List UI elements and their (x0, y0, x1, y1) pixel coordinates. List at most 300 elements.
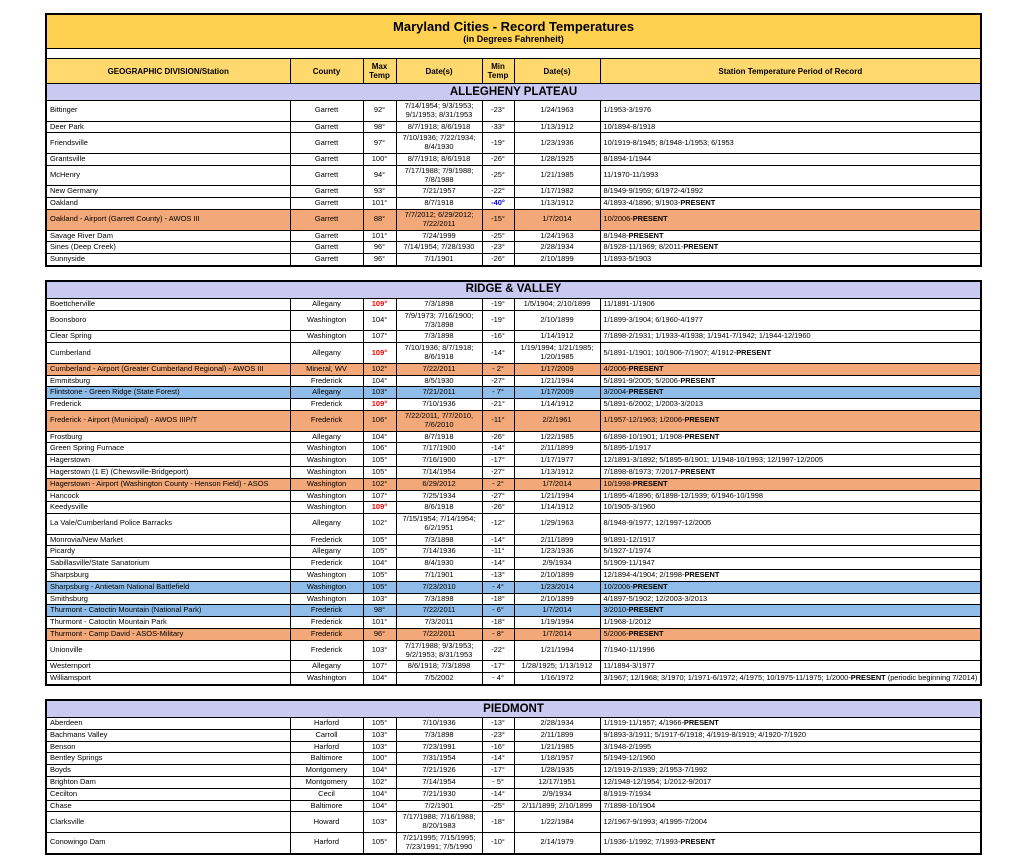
county-cell: Washington (290, 490, 363, 502)
station-cell: Hagerstown (46, 455, 290, 467)
min-dates-cell: 1/7/2014 (514, 478, 600, 490)
max-dates-cell: 7/3/1898 (396, 593, 482, 605)
county-cell: Carroll (290, 729, 363, 741)
max-dates-cell: 8/6/1918; 7/3/1898 (396, 661, 482, 673)
station-cell: Hagerstown (1 E) (Chewsville-Bridgeport) (46, 466, 290, 478)
county-cell: Allegany (290, 546, 363, 558)
min-temp-cell: -14° (482, 788, 514, 800)
min-temp-cell: - 2° (482, 363, 514, 375)
county-cell: Washington (290, 570, 363, 582)
min-temp-cell: -27° (482, 466, 514, 478)
max-temp-cell: 102° (363, 363, 396, 375)
period-cell: 5/1949-12/1960 (600, 753, 981, 765)
min-dates-cell: 1/7/2014 (514, 629, 600, 641)
county-cell: Frederick (290, 410, 363, 431)
period-cell: 1/1893-5/1903 (600, 254, 981, 266)
county-cell: Frederick (290, 605, 363, 617)
period-cell: 1/1919-11/1957; 4/1966-PRESENT (600, 718, 981, 730)
table-row (46, 812, 981, 833)
county-cell: Allegany (290, 387, 363, 399)
min-temp-cell: - 7° (482, 387, 514, 399)
max-dates-cell: 8/5/1930 (396, 375, 482, 387)
period-cell: 10/2006-PRESENT (600, 581, 981, 593)
max-temp-cell: 104° (363, 788, 396, 800)
max-temp-cell: 109° (363, 502, 396, 514)
max-temp-cell: 93° (363, 186, 396, 198)
min-temp-cell: - 5° (482, 777, 514, 789)
period-cell: 10/1894-8/1918 (600, 121, 981, 133)
county-cell: Garrett (290, 101, 363, 122)
county-cell: Allegany (290, 298, 363, 310)
period-cell: 5/1895-1/1917 (600, 443, 981, 455)
min-dates-cell: 2/11/1899 (514, 443, 600, 455)
min-dates-cell: 1/29/1963 (514, 514, 600, 535)
period-cell: 10/2006-PRESENT (600, 209, 981, 230)
max-dates-cell: 7/14/1936 (396, 546, 482, 558)
station-cell: New Germany (46, 186, 290, 198)
max-dates-cell: 7/10/1936 (396, 399, 482, 411)
max-dates-cell: 7/2/1901 (396, 800, 482, 812)
period-cell: 1/1895-4/1896; 6/1898-12/1939; 6/1946-10/1998 (600, 490, 981, 502)
period-cell: 8/1949-9/1959; 6/1972-4/1992 (600, 186, 981, 198)
min-temp-cell: -14° (482, 753, 514, 765)
piedmont-table (45, 699, 982, 855)
max-temp-cell: 104° (363, 800, 396, 812)
min-temp-cell: -23° (482, 729, 514, 741)
max-temp-cell: 105° (363, 546, 396, 558)
min-dates-cell: 1/21/1994 (514, 490, 600, 502)
max-dates-cell: 7/10/1936; 7/22/1934; 8/4/1930 (396, 133, 482, 154)
station-cell: Thurmont - Camp David - ASOS-Military (46, 629, 290, 641)
table-row (46, 431, 981, 443)
station-cell: Clear Spring (46, 331, 290, 343)
min-dates-cell: 1/21/1994 (514, 640, 600, 661)
county-cell: Mineral, WV (290, 363, 363, 375)
min-temp-cell: -25° (482, 230, 514, 242)
station-cell: Boyds (46, 765, 290, 777)
table-row (46, 661, 981, 673)
period-cell: 5/1927-1/1974 (600, 546, 981, 558)
min-dates-cell: 1/5/1904; 2/10/1899 (514, 298, 600, 310)
period-cell: 4/2006-PRESENT (600, 363, 981, 375)
title-block (46, 14, 981, 49)
max-temp-cell: 104° (363, 673, 396, 685)
table-row (46, 534, 981, 546)
county-cell: Garrett (290, 254, 363, 266)
max-temp-cell: 109° (363, 399, 396, 411)
max-temp-cell: 96° (363, 254, 396, 266)
max-temp-cell: 107° (363, 490, 396, 502)
period-cell: 10/1905-3/1960 (600, 502, 981, 514)
county-cell: Montgomery (290, 765, 363, 777)
county-cell: Harford (290, 741, 363, 753)
min-dates-cell: 1/13/1912 (514, 466, 600, 478)
min-dates-cell: 1/14/1912 (514, 399, 600, 411)
min-temp-cell: -23° (482, 242, 514, 254)
period-cell: 10/1919-8/1945; 8/1948-1/1953; 6/1953 (600, 133, 981, 154)
allegheny-plateau-table (45, 13, 982, 267)
min-temp-cell: -25° (482, 800, 514, 812)
table-row (46, 640, 981, 661)
max-temp-cell: 102° (363, 478, 396, 490)
county-cell: Montgomery (290, 777, 363, 789)
max-dates-cell: 7/17/1900 (396, 443, 482, 455)
max-temp-cell: 107° (363, 331, 396, 343)
table-row (46, 570, 981, 582)
station-cell: Green Spring Furnace (46, 443, 290, 455)
table-row (46, 254, 981, 266)
min-temp-cell: -14° (482, 534, 514, 546)
max-temp-cell: 106° (363, 443, 396, 455)
max-temp-cell: 100° (363, 153, 396, 165)
period-cell: 5/2006-PRESENT (600, 629, 981, 641)
max-dates-cell: 7/14/1954; 9/3/1953; 9/1/1953; 8/31/1953 (396, 101, 482, 122)
min-temp-cell: -13° (482, 570, 514, 582)
max-dates-cell: 7/15/1954; 7/14/1954; 6/2/1951 (396, 514, 482, 535)
station-cell: Chase (46, 800, 290, 812)
max-temp-cell: 105° (363, 534, 396, 546)
station-cell: Unionville (46, 640, 290, 661)
station-cell: Cumberland - Airport (Greater Cumberland Regional) - AWOS III (46, 363, 290, 375)
min-temp-cell: -15° (482, 209, 514, 230)
county-cell: Allegany (290, 514, 363, 535)
period-cell: 5/1891-6/2002; 1/2003-3/2013 (600, 399, 981, 411)
min-temp-cell: -27° (482, 375, 514, 387)
station-cell: Westernport (46, 661, 290, 673)
min-dates-cell: 2/10/1899 (514, 570, 600, 582)
max-dates-cell: 7/14/1954 (396, 777, 482, 789)
station-cell: Boettcherville (46, 298, 290, 310)
period-cell: 4/1893-4/1896; 9/1903-PRESENT (600, 198, 981, 210)
min-dates-cell: 2/11/1899 (514, 729, 600, 741)
max-dates-cell: 7/14/1954; 7/28/1930 (396, 242, 482, 254)
table-row (46, 558, 981, 570)
max-temp-cell: 103° (363, 741, 396, 753)
period-cell: 12/1919-2/1939; 2/1953-7/1992 (600, 765, 981, 777)
min-temp-cell: -25° (482, 165, 514, 186)
station-cell: Frostburg (46, 431, 290, 443)
station-cell: Williamsport (46, 673, 290, 685)
min-temp-cell: -23° (482, 101, 514, 122)
max-dates-cell: 7/24/1999 (396, 230, 482, 242)
max-dates-cell: 7/3/2011 (396, 617, 482, 629)
min-dates-cell: 2/28/1934 (514, 718, 600, 730)
period-cell: 3/2004-PRESENT (600, 387, 981, 399)
table-row (46, 833, 981, 854)
table-row (46, 765, 981, 777)
max-dates-cell: 7/14/1954 (396, 466, 482, 478)
min-dates-cell: 1/17/2009 (514, 363, 600, 375)
min-temp-cell: -16° (482, 331, 514, 343)
county-cell: Baltimore (290, 753, 363, 765)
max-dates-cell: 7/1/1901 (396, 570, 482, 582)
max-temp-cell: 105° (363, 570, 396, 582)
max-dates-cell: 7/9/1973; 7/16/1900; 7/3/1898 (396, 310, 482, 331)
period-cell: 11/1891-1/1906 (600, 298, 981, 310)
table-row (46, 101, 981, 122)
table-row (46, 514, 981, 535)
table-row (46, 800, 981, 812)
period-cell: 1/1968-1/2012 (600, 617, 981, 629)
max-dates-cell: 7/22/2011 (396, 629, 482, 641)
period-cell: 1/1936-1/1992; 7/1993-PRESENT (600, 833, 981, 854)
station-cell: Grantsville (46, 153, 290, 165)
station-cell: Cecilton (46, 788, 290, 800)
max-dates-cell: 7/21/2011 (396, 387, 482, 399)
min-temp-cell: -18° (482, 812, 514, 833)
table-row (46, 443, 981, 455)
max-dates-cell: 7/17/1988; 7/16/1988; 8/20/1983 (396, 812, 482, 833)
min-temp-cell: -13° (482, 718, 514, 730)
table-row (46, 399, 981, 411)
min-dates-cell: 1/19/1994; 1/21/1985; 1/20/1985 (514, 343, 600, 364)
period-cell: 1/1953-3/1976 (600, 101, 981, 122)
spacer-row (46, 49, 981, 59)
station-cell: La Vale/Cumberland Police Barracks (46, 514, 290, 535)
col-header-county: County (290, 59, 363, 84)
period-cell: 3/1967; 12/1968; 3/1970; 1/1971-6/1972; 4/1975; 10/1975-11/1975; 1/2000-PRESENT (periodic beginning 7/2014) (600, 673, 981, 685)
county-cell: Frederick (290, 375, 363, 387)
station-cell: Oakland - Airport (Garrett County) - AWOS III (46, 209, 290, 230)
county-cell: Washington (290, 502, 363, 514)
period-cell: 8/1894-1/1944 (600, 153, 981, 165)
min-dates-cell: 1/7/2014 (514, 209, 600, 230)
min-dates-cell: 1/28/1925; 1/13/1912 (514, 661, 600, 673)
max-temp-cell: 100° (363, 753, 396, 765)
max-temp-cell: 103° (363, 593, 396, 605)
county-cell: Frederick (290, 558, 363, 570)
section-header-piedmont: PIEDMONT (46, 700, 981, 718)
station-cell: Thurmont - Catoctin Mountain Park (46, 617, 290, 629)
max-dates-cell: 8/6/1918 (396, 502, 482, 514)
max-temp-cell: 102° (363, 777, 396, 789)
station-cell: Sines (Deep Creek) (46, 242, 290, 254)
county-cell: Frederick (290, 617, 363, 629)
county-cell: Frederick (290, 640, 363, 661)
max-temp-cell: 104° (363, 765, 396, 777)
period-cell: 5/1891-1/1901; 10/1906-7/1907; 4/1912-PRESENT (600, 343, 981, 364)
col-header-max-dates: Date(s) (396, 59, 482, 84)
min-temp-cell: -11° (482, 410, 514, 431)
station-cell: Conowingo Dam (46, 833, 290, 854)
table-row (46, 230, 981, 242)
period-cell: 8/1948-9/1977; 12/1997-12/2005 (600, 514, 981, 535)
table-row (46, 502, 981, 514)
min-temp-cell: - 6° (482, 605, 514, 617)
table-row (46, 153, 981, 165)
min-dates-cell: 2/10/1899 (514, 310, 600, 331)
table-row (46, 490, 981, 502)
table-row (46, 186, 981, 198)
page-title: Maryland Cities - Record Temperatures (393, 19, 635, 34)
county-cell: Frederick (290, 399, 363, 411)
period-cell: 12/1894-4/1904; 2/1998-PRESENT (600, 570, 981, 582)
period-cell: 1/1957-12/1963; 1/2006-PRESENT (600, 410, 981, 431)
min-dates-cell: 2/2/1961 (514, 410, 600, 431)
max-dates-cell: 7/10/1936 (396, 718, 482, 730)
col-header-min-temp: Min Temp (482, 59, 514, 84)
table-row (46, 387, 981, 399)
min-dates-cell: 1/23/1936 (514, 133, 600, 154)
min-temp-cell: -26° (482, 431, 514, 443)
min-dates-cell: 1/22/1984 (514, 812, 600, 833)
county-cell: Garrett (290, 230, 363, 242)
min-temp-cell: -17° (482, 765, 514, 777)
table-row (46, 673, 981, 685)
max-temp-cell: 105° (363, 833, 396, 854)
county-cell: Harford (290, 718, 363, 730)
max-dates-cell: 7/3/1898 (396, 534, 482, 546)
section-header-ridge-and-valley: RIDGE & VALLEY (46, 281, 981, 299)
period-cell: 12/1948-12/1954; 1/2012-9/2017 (600, 777, 981, 789)
max-temp-cell: 98° (363, 121, 396, 133)
col-header-max-temp: Max Temp (363, 59, 396, 84)
min-dates-cell: 1/23/2014 (514, 581, 600, 593)
max-temp-cell: 102° (363, 514, 396, 535)
table-row (46, 605, 981, 617)
min-temp-cell: -14° (482, 443, 514, 455)
max-temp-cell: 103° (363, 812, 396, 833)
max-dates-cell: 7/23/2010 (396, 581, 482, 593)
station-cell: Hancock (46, 490, 290, 502)
min-dates-cell: 2/9/1934 (514, 558, 600, 570)
county-cell: Baltimore (290, 800, 363, 812)
max-dates-cell: 7/3/1898 (396, 331, 482, 343)
min-temp-cell: -10° (482, 833, 514, 854)
county-cell: Washington (290, 455, 363, 467)
max-dates-cell: 8/7/1918; 8/6/1918 (396, 121, 482, 133)
min-dates-cell: 1/19/1994 (514, 617, 600, 629)
station-cell: Aberdeen (46, 718, 290, 730)
max-temp-cell: 101° (363, 198, 396, 210)
min-dates-cell: 2/11/1899 (514, 534, 600, 546)
station-cell: Clarksville (46, 812, 290, 833)
max-temp-cell: 88° (363, 209, 396, 230)
county-cell: Garrett (290, 186, 363, 198)
max-temp-cell: 103° (363, 387, 396, 399)
table-row (46, 133, 981, 154)
county-cell: Cecil (290, 788, 363, 800)
county-cell: Garrett (290, 133, 363, 154)
table-row (46, 310, 981, 331)
table-row (46, 593, 981, 605)
max-temp-cell: 105° (363, 466, 396, 478)
county-cell: Frederick (290, 629, 363, 641)
max-temp-cell: 104° (363, 375, 396, 387)
min-temp-cell: -17° (482, 455, 514, 467)
page-subtitle: (in Degrees Fahrenheit) (463, 34, 564, 44)
min-temp-cell: -27° (482, 490, 514, 502)
table-row (46, 242, 981, 254)
ridge-and-valley-table (45, 280, 982, 686)
station-cell: Emmitsburg (46, 375, 290, 387)
station-cell: Oakland (46, 198, 290, 210)
min-temp-cell: -14° (482, 558, 514, 570)
county-cell: Washington (290, 310, 363, 331)
max-temp-cell: 92° (363, 101, 396, 122)
max-dates-cell: 7/22/2011 (396, 605, 482, 617)
table-row (46, 410, 981, 431)
station-cell: Hagerstown - Airport (Washington County - Henson Field) - ASOS (46, 478, 290, 490)
county-cell: Harford (290, 833, 363, 854)
county-cell: Garrett (290, 242, 363, 254)
county-cell: Howard (290, 812, 363, 833)
column-header-row (46, 59, 981, 84)
max-dates-cell: 8/4/1930 (396, 558, 482, 570)
max-dates-cell: 7/16/1900 (396, 455, 482, 467)
station-cell: Sharpsburg - Antietam National Battlefield (46, 581, 290, 593)
table-row (46, 165, 981, 186)
table-row (46, 455, 981, 467)
county-cell: Washington (290, 593, 363, 605)
table-row (46, 466, 981, 478)
min-temp-cell: -26° (482, 254, 514, 266)
max-dates-cell: 7/17/1988; 9/3/1953; 9/2/1953; 8/31/1953 (396, 640, 482, 661)
station-cell: Bentley Springs (46, 753, 290, 765)
max-dates-cell: 7/31/1954 (396, 753, 482, 765)
table-row (46, 121, 981, 133)
max-temp-cell: 105° (363, 455, 396, 467)
min-dates-cell: 2/14/1979 (514, 833, 600, 854)
table-row (46, 617, 981, 629)
max-dates-cell: 8/7/1918 (396, 198, 482, 210)
county-cell: Washington (290, 443, 363, 455)
min-temp-cell: -19° (482, 298, 514, 310)
period-cell: 5/1909-11/1947 (600, 558, 981, 570)
county-cell: Garrett (290, 198, 363, 210)
max-temp-cell: 101° (363, 617, 396, 629)
min-dates-cell: 1/7/2014 (514, 605, 600, 617)
table-row (46, 478, 981, 490)
col-header-period: Station Temperature Period of Record (600, 59, 981, 84)
min-dates-cell: 1/21/1985 (514, 165, 600, 186)
table-row (46, 788, 981, 800)
max-temp-cell: 96° (363, 242, 396, 254)
period-cell: 8/1919-7/1934 (600, 788, 981, 800)
min-dates-cell: 1/17/2009 (514, 387, 600, 399)
station-cell: Thurmont - Catoctin Mountain (National Park) (46, 605, 290, 617)
max-dates-cell: 7/7/2012; 6/29/2012; 7/22/2011 (396, 209, 482, 230)
period-cell: 7/1940-11/1996 (600, 640, 981, 661)
max-temp-cell: 104° (363, 310, 396, 331)
table-row (46, 546, 981, 558)
period-cell: 9/1891-12/1917 (600, 534, 981, 546)
min-temp-cell: - 2° (482, 478, 514, 490)
min-dates-cell: 1/18/1957 (514, 753, 600, 765)
county-cell: Washington (290, 466, 363, 478)
min-dates-cell: 1/21/1985 (514, 741, 600, 753)
county-cell: Frederick (290, 534, 363, 546)
min-dates-cell: 2/28/1934 (514, 242, 600, 254)
table-row (46, 777, 981, 789)
min-temp-cell: -16° (482, 741, 514, 753)
max-temp-cell: 97° (363, 133, 396, 154)
min-dates-cell: 1/14/1912 (514, 331, 600, 343)
period-cell: 8/1948-PRESENT (600, 230, 981, 242)
period-cell: 7/1898-8/1973; 7/2017-PRESENT (600, 466, 981, 478)
col-header-station: GEOGRAPHIC DIVISION/Station (46, 59, 290, 84)
county-cell: Garrett (290, 209, 363, 230)
min-dates-cell: 1/17/1977 (514, 455, 600, 467)
min-dates-cell: 1/13/1912 (514, 121, 600, 133)
period-cell: 11/1894-3/1977 (600, 661, 981, 673)
table-row (46, 581, 981, 593)
min-temp-cell: -19° (482, 133, 514, 154)
period-cell: 10/1998-PRESENT (600, 478, 981, 490)
table-row (46, 753, 981, 765)
table-row (46, 209, 981, 230)
max-dates-cell: 8/7/1918 (396, 431, 482, 443)
